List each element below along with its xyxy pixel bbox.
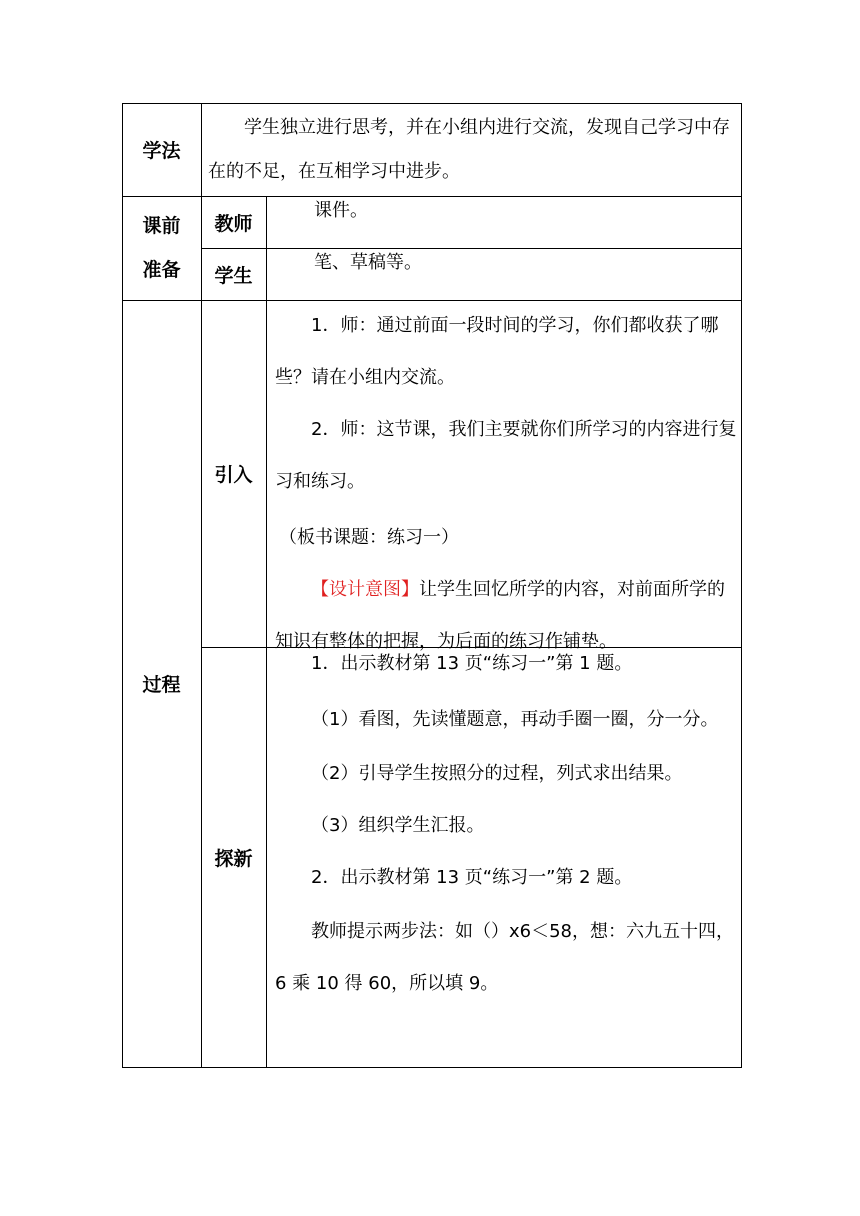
- intro-paragraph-2: 2．师：这节课，我们主要就你们所学习的内容进行复习和练习。: [275, 419, 737, 492]
- intro-label: 引入: [214, 464, 253, 486]
- study-method-text: 学生独立进行思考，并在小组内进行交流，发现自己学习中存在的不足，在互相学习中进步。: [208, 117, 730, 182]
- explore-paragraph-4: （3）组织学生汇报。: [311, 815, 485, 836]
- preparation-label-line2: 准备: [142, 259, 181, 281]
- intro-paragraph-1: 1．师：通过前面一段时间的学习，你们都收获了哪些？请在小组内交流。: [275, 315, 719, 388]
- explore-paragraph-5: 2．出示教材第 13 页“练习一”第 2 题。: [311, 867, 633, 888]
- explore-content: [275, 638, 737, 1010]
- design-intent-tag: 【设计意图】: [311, 579, 419, 600]
- teacher-materials: 课件。: [314, 200, 368, 221]
- table-border: [741, 103, 742, 1068]
- preparation-label-line1: 课前: [142, 215, 181, 237]
- explore-paragraph-3: （2）引导学生按照分的过程，列式求出结果。: [311, 763, 683, 784]
- explore-paragraph-6: 教师提示两步法：如（）x6＜58，想：六九五十四，6 乘 10 得 60，所以填 9。: [275, 921, 735, 994]
- explore-label: 探新: [214, 847, 253, 870]
- student-materials: 笔、草稿等。: [314, 252, 422, 273]
- student-label: 学生: [214, 264, 253, 287]
- intro-content: [275, 300, 737, 668]
- explore-paragraph-2: （1）看图，先读懂题意，再动手圈一圈，分一分。: [311, 709, 719, 730]
- table-border: [122, 1067, 742, 1068]
- table-border: [266, 196, 267, 1068]
- intro-board-title: （板书课题：练习一）: [279, 527, 459, 548]
- study-method-label: 学法: [142, 140, 181, 162]
- explore-paragraph-1: 1．出示教材第 13 页“练习一”第 1 题。: [311, 653, 633, 674]
- design-intent-text: 让学生回忆所学的内容，对前面所学的知识有整体的把握，为后面的练习作铺垫。: [275, 579, 725, 652]
- preparation-label: [122, 196, 201, 300]
- process-label: 过程: [142, 674, 181, 696]
- teacher-label: 教师: [214, 212, 253, 235]
